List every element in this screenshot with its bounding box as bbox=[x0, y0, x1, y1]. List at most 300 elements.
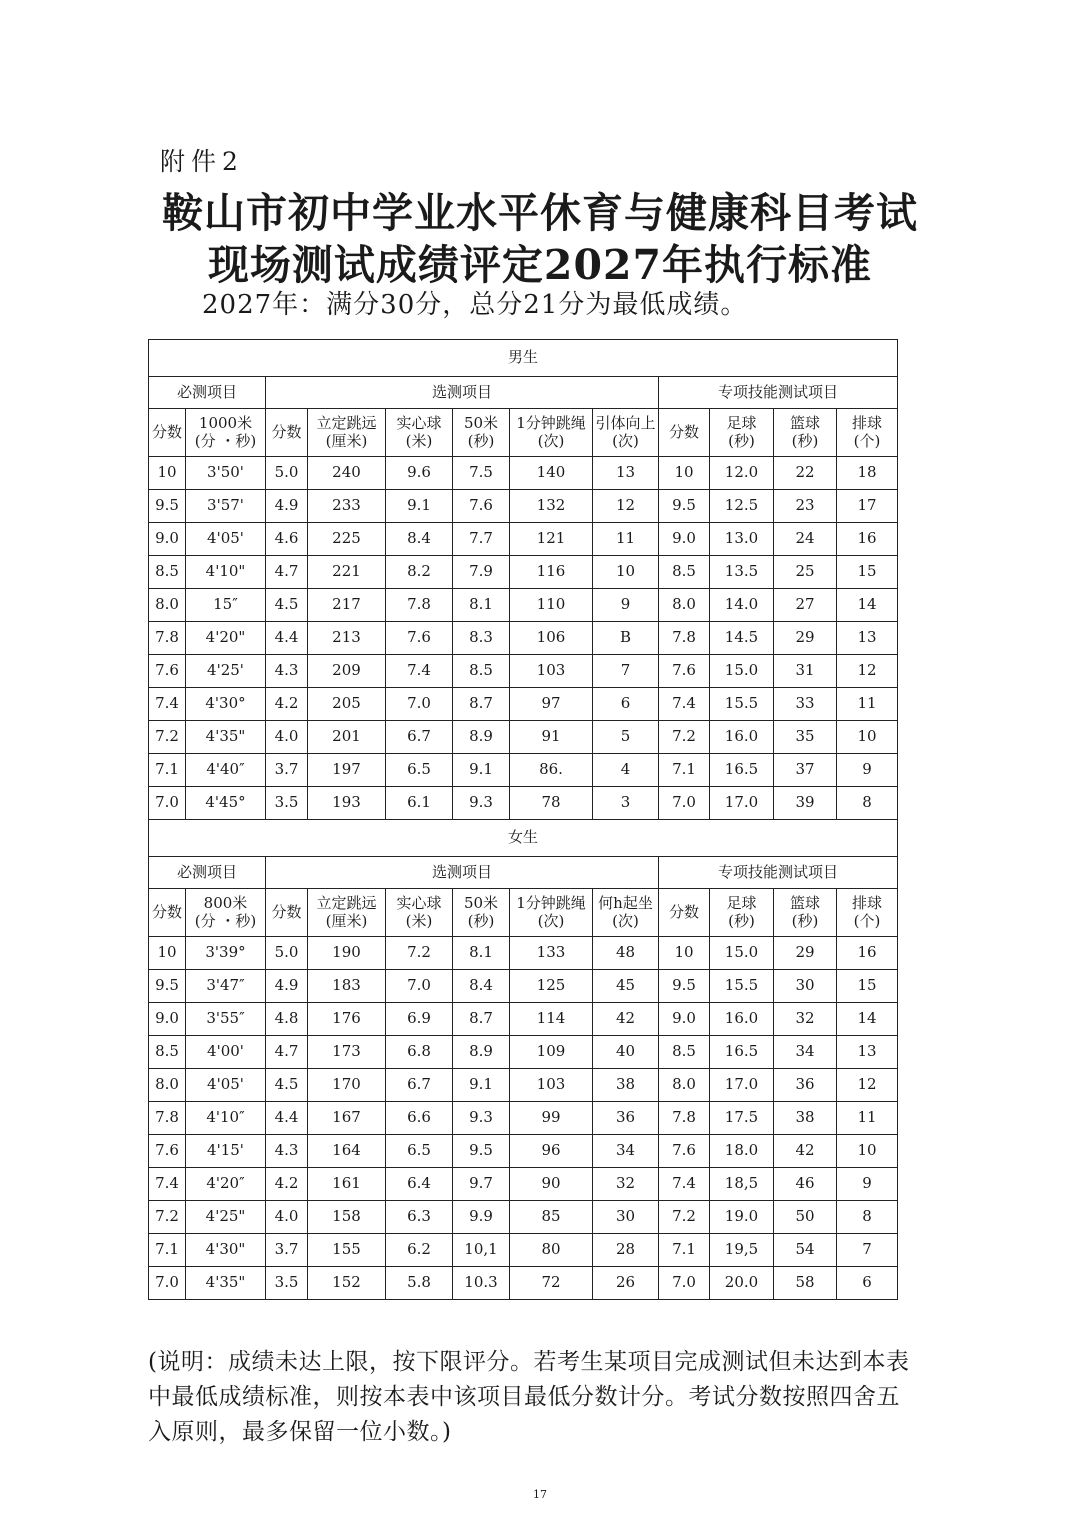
table-cell bbox=[386, 1003, 453, 1036]
table-cell-text: 18 bbox=[857, 463, 877, 482]
table-cell bbox=[186, 721, 266, 754]
table-cell-text: 6.1 bbox=[407, 793, 431, 812]
table-cell-text: 17.5 bbox=[724, 1108, 759, 1127]
table-cell bbox=[510, 1135, 593, 1168]
table-cell bbox=[186, 1201, 266, 1234]
table-cell bbox=[510, 1102, 593, 1135]
table-cell bbox=[386, 523, 453, 556]
table-cell-text: 7.4 bbox=[407, 661, 431, 680]
table-row bbox=[149, 787, 898, 820]
table-cell-text: 38 bbox=[795, 1108, 815, 1127]
table-cell-text: 72 bbox=[541, 1273, 561, 1292]
table-cell bbox=[149, 970, 186, 1003]
table-cell-text: 7.4 bbox=[672, 694, 696, 713]
table-cell-text: 7 bbox=[862, 1240, 872, 1259]
female-section-row bbox=[149, 820, 898, 857]
table-cell bbox=[149, 1069, 186, 1102]
table-cell bbox=[774, 556, 837, 589]
table-cell-text: 16.5 bbox=[724, 1042, 759, 1061]
table-cell bbox=[710, 556, 774, 589]
table-cell-text: 9.0 bbox=[672, 529, 696, 548]
table-cell-text: 7.8 bbox=[155, 1108, 179, 1127]
table-cell bbox=[386, 688, 453, 721]
table-cell bbox=[659, 970, 710, 1003]
table-cell-text: 6.5 bbox=[407, 1141, 431, 1160]
column-header-text: 引体向上 (次) bbox=[595, 414, 656, 450]
table-cell bbox=[149, 1003, 186, 1036]
table-cell bbox=[266, 1102, 308, 1135]
table-cell bbox=[837, 622, 898, 655]
table-cell-text: 9 bbox=[620, 595, 631, 614]
table-cell-text: 7.8 bbox=[672, 1108, 696, 1127]
table-cell-text: 167 bbox=[332, 1108, 361, 1127]
table-row bbox=[149, 622, 898, 655]
table-cell bbox=[837, 937, 898, 970]
table-cell-text: 6.9 bbox=[407, 1009, 431, 1028]
table-cell bbox=[308, 655, 386, 688]
table-cell-text: 86. bbox=[539, 760, 563, 779]
table-cell-text: 7.2 bbox=[672, 727, 696, 746]
table-cell-text: 16.5 bbox=[724, 760, 759, 779]
table-cell-text: 4.5 bbox=[274, 1075, 299, 1094]
table-row bbox=[149, 589, 898, 622]
table-cell bbox=[386, 1168, 453, 1201]
table-cell bbox=[710, 523, 774, 556]
group-skills-text: 专项技能测试项目 bbox=[718, 862, 839, 881]
table-cell bbox=[149, 1102, 186, 1135]
table-cell bbox=[453, 1069, 510, 1102]
table-cell bbox=[659, 655, 710, 688]
table-cell bbox=[710, 655, 774, 688]
table-cell-text: 7.0 bbox=[672, 1273, 696, 1292]
table-cell-text: 8 bbox=[862, 793, 872, 812]
table-cell-text: 7.9 bbox=[469, 562, 493, 581]
table-cell bbox=[774, 1036, 837, 1069]
table-cell bbox=[710, 1003, 774, 1036]
table-cell bbox=[593, 754, 659, 787]
table-cell-text: 9.6 bbox=[407, 463, 431, 482]
table-cell-text: 6.3 bbox=[407, 1207, 431, 1226]
table-cell-text: 12 bbox=[857, 1075, 877, 1094]
table-cell bbox=[593, 970, 659, 1003]
table-cell-text: 8 bbox=[862, 1207, 872, 1226]
table-cell bbox=[593, 589, 659, 622]
column-header bbox=[386, 409, 453, 457]
table-cell bbox=[149, 1036, 186, 1069]
table-cell bbox=[659, 556, 710, 589]
table-cell-text: 46 bbox=[795, 1174, 815, 1193]
table-cell-text: 10 bbox=[674, 463, 694, 482]
table-cell bbox=[386, 490, 453, 523]
table-cell bbox=[659, 622, 710, 655]
table-cell bbox=[266, 754, 308, 787]
table-row bbox=[149, 1102, 898, 1135]
document-title-line1: 鞍山市初中学业水平休育与健康科目考试 bbox=[162, 189, 918, 237]
table-cell bbox=[837, 1003, 898, 1036]
table-row bbox=[149, 490, 898, 523]
table-cell-text: 10 bbox=[157, 463, 177, 482]
table-cell bbox=[774, 1201, 837, 1234]
column-header bbox=[386, 889, 453, 937]
table-cell-text: 13.5 bbox=[724, 562, 759, 581]
table-cell bbox=[774, 721, 837, 754]
table-cell bbox=[510, 1003, 593, 1036]
table-cell-text: 9.1 bbox=[407, 496, 431, 515]
column-header-text: 分数 bbox=[151, 422, 182, 441]
table-cell bbox=[837, 457, 898, 490]
table-cell bbox=[266, 556, 308, 589]
table-cell-text: 4.3 bbox=[274, 1141, 299, 1160]
table-cell bbox=[453, 787, 510, 820]
table-cell-text: 58 bbox=[795, 1273, 815, 1292]
attachment-label: 附件2 bbox=[160, 147, 244, 176]
table-cell-text: 20.0 bbox=[724, 1273, 759, 1292]
column-header bbox=[837, 889, 898, 937]
table-cell-text: 15 bbox=[857, 976, 877, 995]
table-cell-text: 114 bbox=[536, 1009, 566, 1028]
table-cell bbox=[510, 457, 593, 490]
table-cell-text: 19.0 bbox=[724, 1207, 759, 1226]
table-cell-text: 7.2 bbox=[155, 1207, 179, 1226]
table-cell bbox=[659, 523, 710, 556]
table-cell bbox=[774, 688, 837, 721]
table-cell-text: 4.5 bbox=[274, 595, 299, 614]
table-cell bbox=[453, 457, 510, 490]
table-cell bbox=[453, 490, 510, 523]
table-cell bbox=[453, 1168, 510, 1201]
table-cell bbox=[659, 1102, 710, 1135]
table-cell-text: 133 bbox=[536, 943, 566, 962]
table-cell-text: 30 bbox=[615, 1207, 636, 1226]
table-cell-text: 15 bbox=[857, 562, 877, 581]
table-cell bbox=[266, 523, 308, 556]
table-cell bbox=[266, 1069, 308, 1102]
table-cell bbox=[149, 1168, 186, 1201]
table-cell-text: 173 bbox=[332, 1042, 361, 1061]
table-cell-text: 16.0 bbox=[724, 727, 759, 746]
table-cell bbox=[453, 937, 510, 970]
table-cell bbox=[774, 937, 837, 970]
table-cell-text: 7.8 bbox=[407, 595, 431, 614]
table-cell bbox=[186, 787, 266, 820]
column-header-text: 排球 (个) bbox=[852, 414, 883, 450]
table-cell bbox=[266, 1201, 308, 1234]
table-cell bbox=[510, 1267, 593, 1300]
table-cell-text: 8.9 bbox=[469, 1042, 493, 1061]
table-cell bbox=[710, 970, 774, 1003]
table-cell-text: 5.8 bbox=[407, 1273, 431, 1292]
table-cell-text: 11 bbox=[857, 694, 877, 713]
table-cell-text: 5.0 bbox=[274, 943, 299, 962]
column-header-text: 篮球 (秒) bbox=[789, 414, 820, 450]
table-cell-text: 4'00' bbox=[207, 1042, 244, 1061]
group-skills bbox=[659, 377, 898, 409]
table-cell bbox=[453, 1201, 510, 1234]
table-cell bbox=[266, 1267, 308, 1300]
table-cell-text: 6 bbox=[620, 694, 631, 713]
table-cell bbox=[659, 1201, 710, 1234]
table-cell-text: 7.8 bbox=[155, 628, 179, 647]
column-header bbox=[659, 889, 710, 937]
table-cell bbox=[266, 1135, 308, 1168]
table-cell bbox=[386, 1069, 453, 1102]
table-cell-text: 7.2 bbox=[155, 727, 179, 746]
table-cell bbox=[386, 937, 453, 970]
table-cell bbox=[710, 457, 774, 490]
table-cell bbox=[149, 1135, 186, 1168]
table-cell-text: 14 bbox=[857, 1009, 877, 1028]
table-cell bbox=[308, 688, 386, 721]
table-cell-text: 50 bbox=[795, 1207, 815, 1226]
table-cell bbox=[149, 787, 186, 820]
table-cell bbox=[186, 1267, 266, 1300]
column-header-text: 何h起坐 (次) bbox=[598, 894, 653, 930]
table-cell bbox=[149, 655, 186, 688]
table-cell-text: 170 bbox=[332, 1075, 361, 1094]
table-cell-text: 10 bbox=[857, 727, 877, 746]
table-cell bbox=[453, 1135, 510, 1168]
table-cell bbox=[149, 1267, 186, 1300]
table-cell-text: 3.5 bbox=[274, 793, 299, 812]
table-cell-text: 3'57' bbox=[207, 496, 244, 515]
table-cell-text: 217 bbox=[332, 595, 361, 614]
group-required bbox=[149, 377, 266, 409]
table-row bbox=[149, 1234, 898, 1267]
table-cell-text: 9.9 bbox=[469, 1207, 493, 1226]
table-cell bbox=[149, 589, 186, 622]
table-cell-text: 4.7 bbox=[274, 1042, 299, 1061]
table-cell bbox=[774, 490, 837, 523]
table-cell-text: 4.0 bbox=[274, 1207, 299, 1226]
table-cell bbox=[453, 970, 510, 1003]
table-cell bbox=[453, 523, 510, 556]
table-cell bbox=[837, 787, 898, 820]
table-cell bbox=[308, 970, 386, 1003]
table-cell bbox=[308, 1234, 386, 1267]
column-header bbox=[453, 889, 510, 937]
table-cell-text: 9.3 bbox=[469, 793, 493, 812]
table-cell bbox=[186, 937, 266, 970]
table-cell bbox=[510, 1201, 593, 1234]
table-cell bbox=[308, 721, 386, 754]
table-cell-text: 22 bbox=[795, 463, 815, 482]
table-cell-text: 85 bbox=[541, 1207, 561, 1226]
table-cell bbox=[308, 1036, 386, 1069]
table-cell bbox=[710, 721, 774, 754]
table-cell bbox=[186, 1168, 266, 1201]
table-cell-text: 13.0 bbox=[724, 529, 759, 548]
table-cell bbox=[386, 1102, 453, 1135]
table-cell bbox=[659, 937, 710, 970]
table-cell-text: 7.4 bbox=[155, 694, 179, 713]
table-cell-text: 176 bbox=[332, 1009, 361, 1028]
column-header bbox=[710, 409, 774, 457]
table-cell bbox=[186, 1069, 266, 1102]
table-cell bbox=[266, 937, 308, 970]
table-cell bbox=[710, 622, 774, 655]
table-cell-text: 110 bbox=[536, 595, 566, 614]
table-cell-text: 10.3 bbox=[464, 1273, 498, 1292]
table-row bbox=[149, 970, 898, 1003]
table-cell bbox=[510, 721, 593, 754]
table-cell-text: 3.5 bbox=[274, 1273, 299, 1292]
table-cell bbox=[593, 523, 659, 556]
table-cell-text: 7.5 bbox=[469, 463, 493, 482]
table-cell bbox=[710, 787, 774, 820]
table-cell-text: 6.4 bbox=[407, 1174, 431, 1193]
table-cell-text: 28 bbox=[615, 1240, 636, 1259]
table-cell bbox=[593, 1036, 659, 1069]
table-cell bbox=[774, 589, 837, 622]
table-cell-text: 14.0 bbox=[724, 595, 759, 614]
table-cell bbox=[149, 1234, 186, 1267]
table-cell-text: 32 bbox=[795, 1009, 815, 1028]
table-cell-text: 6.5 bbox=[407, 760, 431, 779]
table-cell-text: 9.0 bbox=[155, 1009, 179, 1028]
table-cell bbox=[659, 589, 710, 622]
table-cell-text: 9 bbox=[862, 760, 872, 779]
table-cell-text: 15.5 bbox=[724, 694, 759, 713]
table-cell-text: 30 bbox=[795, 976, 815, 995]
table-cell bbox=[266, 622, 308, 655]
table-cell bbox=[149, 688, 186, 721]
table-cell bbox=[774, 970, 837, 1003]
table-cell-text: 4'20" bbox=[205, 628, 246, 647]
table-cell bbox=[510, 970, 593, 1003]
table-cell-text: 18.0 bbox=[724, 1141, 759, 1160]
table-cell-text: 9.0 bbox=[155, 529, 179, 548]
table-cell-text: 23 bbox=[795, 496, 815, 515]
table-cell-text: 3'39° bbox=[205, 943, 246, 962]
table-cell bbox=[186, 1036, 266, 1069]
table-cell bbox=[837, 1201, 898, 1234]
table-row bbox=[149, 523, 898, 556]
table-cell bbox=[510, 1168, 593, 1201]
male-group-row bbox=[149, 377, 898, 409]
table-cell-text: 8.0 bbox=[155, 595, 179, 614]
table-cell-text: 233 bbox=[332, 496, 361, 515]
table-cell-text: 125 bbox=[536, 976, 566, 995]
table-cell bbox=[837, 1036, 898, 1069]
table-cell-text: 4.2 bbox=[274, 1174, 299, 1193]
table-cell-text: 9.5 bbox=[469, 1141, 493, 1160]
table-cell-text: 9.5 bbox=[672, 496, 696, 515]
table-cell bbox=[774, 1168, 837, 1201]
table-cell bbox=[186, 754, 266, 787]
table-cell bbox=[593, 457, 659, 490]
table-cell-text: 15″ bbox=[213, 595, 238, 614]
table-cell-text: 7.0 bbox=[407, 694, 431, 713]
table-cell-text: 121 bbox=[536, 529, 566, 548]
table-cell bbox=[386, 589, 453, 622]
table-cell-text: 31 bbox=[795, 661, 815, 680]
table-cell-text: 4.3 bbox=[274, 661, 299, 680]
table-cell-text: 3'55″ bbox=[206, 1009, 245, 1028]
table-cell bbox=[774, 1003, 837, 1036]
table-row bbox=[149, 1036, 898, 1069]
table-cell bbox=[774, 1102, 837, 1135]
table-cell-text: 11 bbox=[615, 529, 636, 548]
female-header-row bbox=[149, 889, 898, 937]
table-cell-text: 16.0 bbox=[724, 1009, 759, 1028]
table-cell bbox=[510, 622, 593, 655]
table-cell-text: 164 bbox=[332, 1141, 361, 1160]
table-cell-text: 36 bbox=[795, 1075, 815, 1094]
table-cell-text: 16 bbox=[857, 943, 877, 962]
column-header bbox=[510, 409, 593, 457]
table-cell bbox=[837, 1102, 898, 1135]
table-cell bbox=[186, 970, 266, 1003]
table-cell bbox=[308, 754, 386, 787]
table-cell-text: 13 bbox=[615, 463, 636, 482]
table-cell-text: 4.4 bbox=[274, 628, 299, 647]
table-cell-text: 7.1 bbox=[155, 760, 179, 779]
table-cell bbox=[593, 655, 659, 688]
column-header bbox=[510, 889, 593, 937]
table-row bbox=[149, 1267, 898, 1300]
table-cell bbox=[593, 787, 659, 820]
table-cell-text: 5 bbox=[620, 727, 631, 746]
table-cell bbox=[266, 1003, 308, 1036]
table-cell bbox=[453, 1102, 510, 1135]
table-cell-text: 4.8 bbox=[274, 1009, 299, 1028]
table-cell-text: 12 bbox=[615, 496, 636, 515]
table-cell bbox=[386, 457, 453, 490]
table-cell-text: 16 bbox=[857, 529, 877, 548]
column-header bbox=[837, 409, 898, 457]
table-cell bbox=[593, 1201, 659, 1234]
table-cell-text: 4.6 bbox=[274, 529, 299, 548]
table-cell bbox=[774, 1135, 837, 1168]
table-cell-text: 80 bbox=[541, 1240, 561, 1259]
table-cell-text: 45 bbox=[615, 976, 636, 995]
table-cell-text: 25 bbox=[795, 562, 815, 581]
table-cell-text: 3.7 bbox=[274, 760, 299, 779]
table-cell-text: 7.2 bbox=[407, 943, 431, 962]
table-row bbox=[149, 1069, 898, 1102]
table-cell bbox=[510, 688, 593, 721]
table-cell-text: 35 bbox=[795, 727, 815, 746]
table-cell bbox=[659, 1069, 710, 1102]
table-cell bbox=[510, 556, 593, 589]
table-cell bbox=[266, 787, 308, 820]
table-cell-text: 190 bbox=[332, 943, 361, 962]
table-cell-text: 109 bbox=[536, 1042, 566, 1061]
table-cell bbox=[386, 1201, 453, 1234]
column-header bbox=[149, 889, 186, 937]
table-cell bbox=[386, 622, 453, 655]
table-cell bbox=[774, 622, 837, 655]
table-cell bbox=[308, 589, 386, 622]
group-skills bbox=[659, 857, 898, 889]
table-cell-text: 183 bbox=[332, 976, 361, 995]
table-cell bbox=[453, 589, 510, 622]
table-cell-text: 42 bbox=[615, 1009, 636, 1028]
table-cell bbox=[149, 1201, 186, 1234]
column-header-text: 足球 (秒) bbox=[726, 414, 757, 450]
column-header bbox=[774, 409, 837, 457]
table-cell-text: 103 bbox=[536, 1075, 566, 1094]
table-cell-text: 7.0 bbox=[155, 793, 179, 812]
table-cell bbox=[837, 523, 898, 556]
table-cell-text: 4'30" bbox=[205, 1240, 246, 1259]
table-cell bbox=[837, 556, 898, 589]
column-header bbox=[710, 889, 774, 937]
table-cell-text: 7.6 bbox=[155, 661, 179, 680]
table-row bbox=[149, 457, 898, 490]
column-header-text: 排球 (个) bbox=[852, 894, 883, 930]
table-cell bbox=[149, 523, 186, 556]
